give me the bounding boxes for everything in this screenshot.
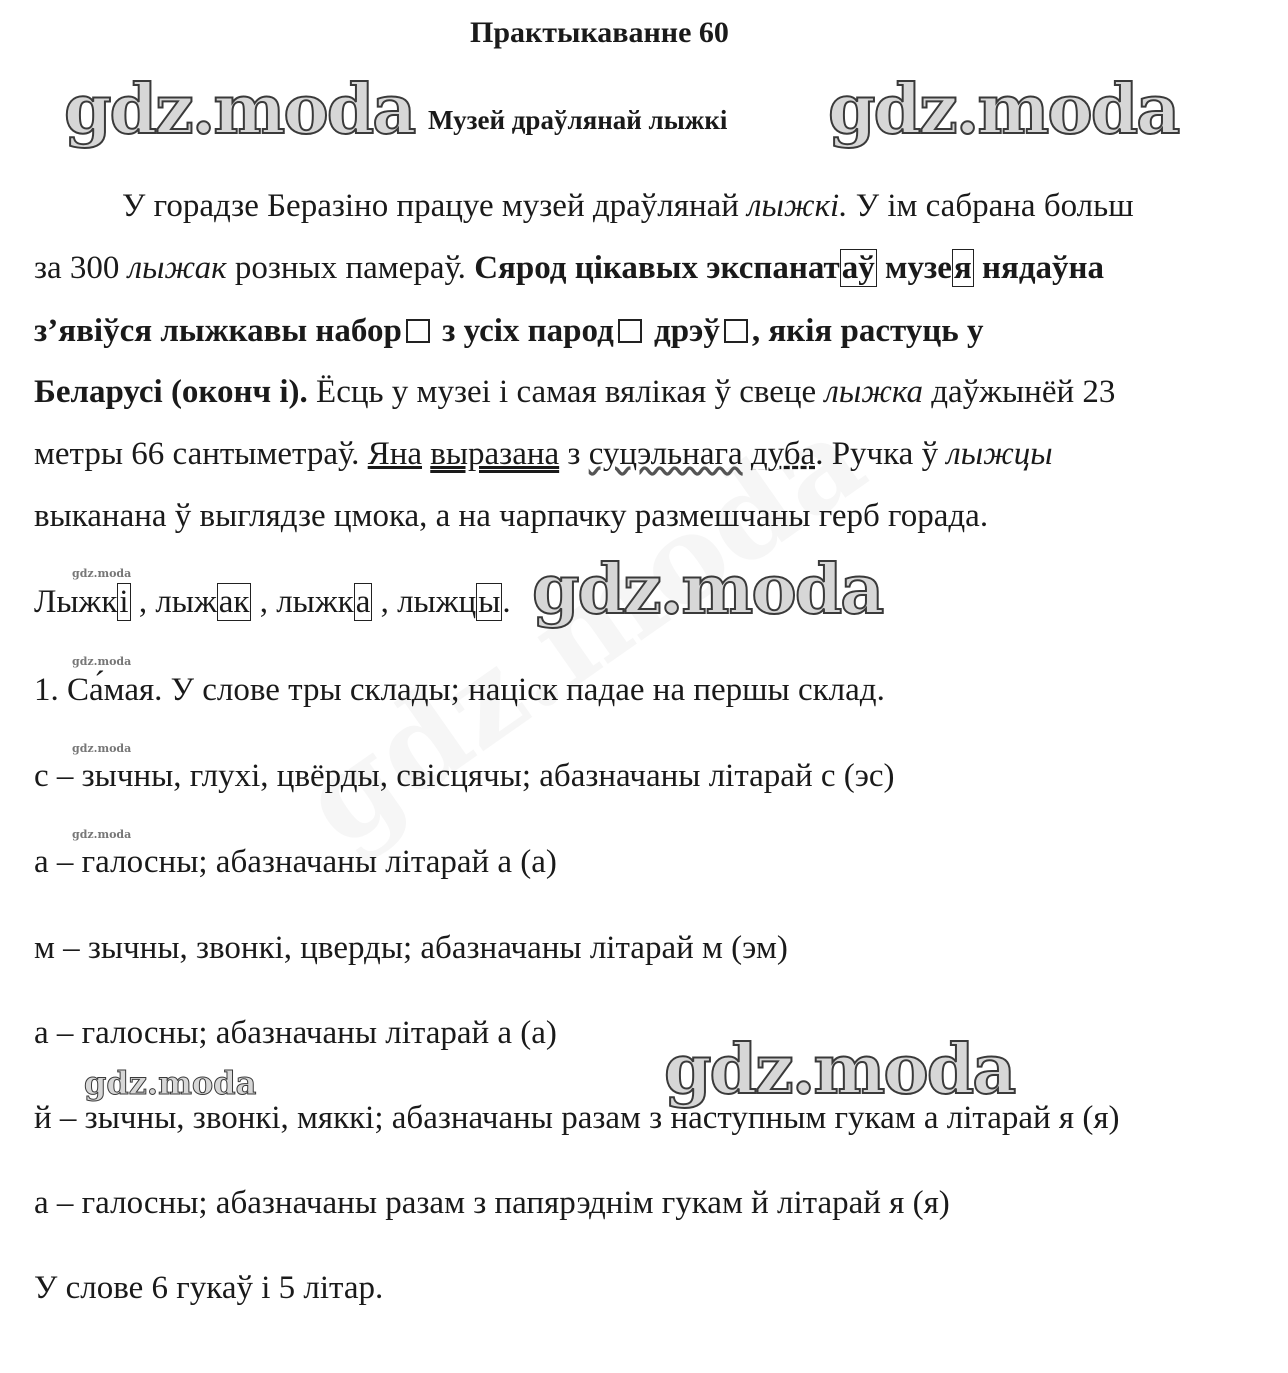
paragraph-line: [34, 372, 1115, 412]
watermark-small: gdz.moda: [84, 1064, 257, 1102]
analysis-line: а – галосны; абазначаны разам з папярэднім гукам й літарай я (я): [34, 1185, 950, 1221]
text: У горадзе Беразіно працуе музей драўлянай: [122, 188, 748, 224]
watermark-tiny: gdz.moda: [72, 742, 132, 755]
boxed-ending: я: [953, 250, 972, 286]
empty-ending-box: [406, 319, 430, 343]
bold-text: Беларусі (оконч і).: [34, 374, 308, 410]
watermark-logo: gdz.moda: [664, 1030, 1015, 1110]
italic-word: лыжак: [127, 250, 227, 286]
word-stem: Лыжк: [34, 584, 118, 620]
text: розных памераў.: [226, 250, 475, 286]
empty-ending-box: [724, 319, 748, 343]
paragraph-line: [34, 311, 983, 351]
bold-text: Сярод цікавых экспанат: [474, 250, 840, 286]
watermark-logo: gdz.moda: [828, 70, 1179, 150]
watermark-tiny: gdz.moda: [72, 567, 132, 580]
empty-ending-box: [618, 319, 642, 343]
predicate-underlined: выразана: [430, 436, 560, 472]
text: . Ручка ў: [815, 436, 947, 472]
analysis-summary: У слове 6 гукаў і 5 літар.: [34, 1270, 384, 1306]
italic-word: лыжцы: [946, 436, 1053, 472]
word-stem: , лыж: [130, 584, 217, 620]
analysis-line: а – галосны; абазначаны літарай а (а): [34, 844, 557, 880]
analysis-line: м – зычны, звонкі, цверды; абазначаны літарай м (эм): [34, 930, 788, 966]
paragraph-line: выканана ў выглядзе цмока, а на чарпачку размешчаны герб горада.: [34, 498, 989, 534]
watermark-logo: gdz.moda: [64, 70, 415, 150]
paragraph-line: [34, 434, 1053, 474]
bold-text: музе: [876, 250, 952, 286]
bold-text: , якія растуць у: [751, 313, 984, 349]
analysis-line: с – зычны, глухі, цвёрды, свісцячы; абазначаны літарай с (эс): [34, 758, 895, 794]
watermark-tiny: gdz.moda: [72, 655, 132, 668]
text: Ёсць у музеі і самая вялікая ў свеце: [307, 374, 825, 410]
paragraph-line: [34, 248, 1104, 288]
text: метры 66 сантыметраў.: [34, 436, 368, 472]
boxed-ending: і: [119, 584, 129, 620]
text: .: [502, 584, 511, 620]
boxed-ending: ак: [218, 584, 250, 620]
bold-text: з’явіўся лыжкавы набор: [34, 313, 402, 349]
word-stem: , лыжц: [372, 584, 477, 620]
text: У ім сабрана больш: [847, 188, 1134, 224]
object-underlined: дуба: [750, 436, 816, 472]
attribute-underlined: суцэльнага: [588, 436, 743, 472]
boxed-ending: аў: [841, 250, 875, 286]
text: з: [559, 436, 589, 472]
text: [743, 436, 751, 472]
page-title: Практыкаванне 60: [470, 16, 729, 49]
watermark-tiny: gdz.moda: [72, 828, 132, 841]
analysis-line: й – зычны, звонкі, мяккі; абазначаны разам з наступным гукам а літарай я (я): [34, 1100, 1120, 1136]
bold-text: дрэў: [645, 313, 720, 349]
section-heading: Музей драўлянай лыжкі: [428, 105, 728, 135]
watermark-logo: gdz.moda: [532, 550, 883, 630]
italic-word: лыжка: [824, 374, 924, 410]
bold-text: нядаўна: [973, 250, 1105, 286]
italic-word: лыжкі.: [747, 188, 848, 224]
paragraph-line: [122, 186, 1134, 226]
analysis-line: 1. Са́мая. У слове тры склады; націск падае на першы склад.: [34, 672, 885, 708]
boxed-ending: ы: [478, 584, 501, 620]
word-forms-line: [34, 582, 511, 622]
subject-underlined: Яна: [367, 436, 423, 472]
word-stem: , лыжк: [251, 584, 354, 620]
text: даўжынёй 23: [923, 374, 1116, 410]
analysis-line: а – галосны; абазначаны літарай а (а): [34, 1015, 557, 1051]
bold-text: з усіх парод: [433, 313, 614, 349]
text: за 300: [34, 250, 128, 286]
boxed-ending: а: [355, 584, 371, 620]
